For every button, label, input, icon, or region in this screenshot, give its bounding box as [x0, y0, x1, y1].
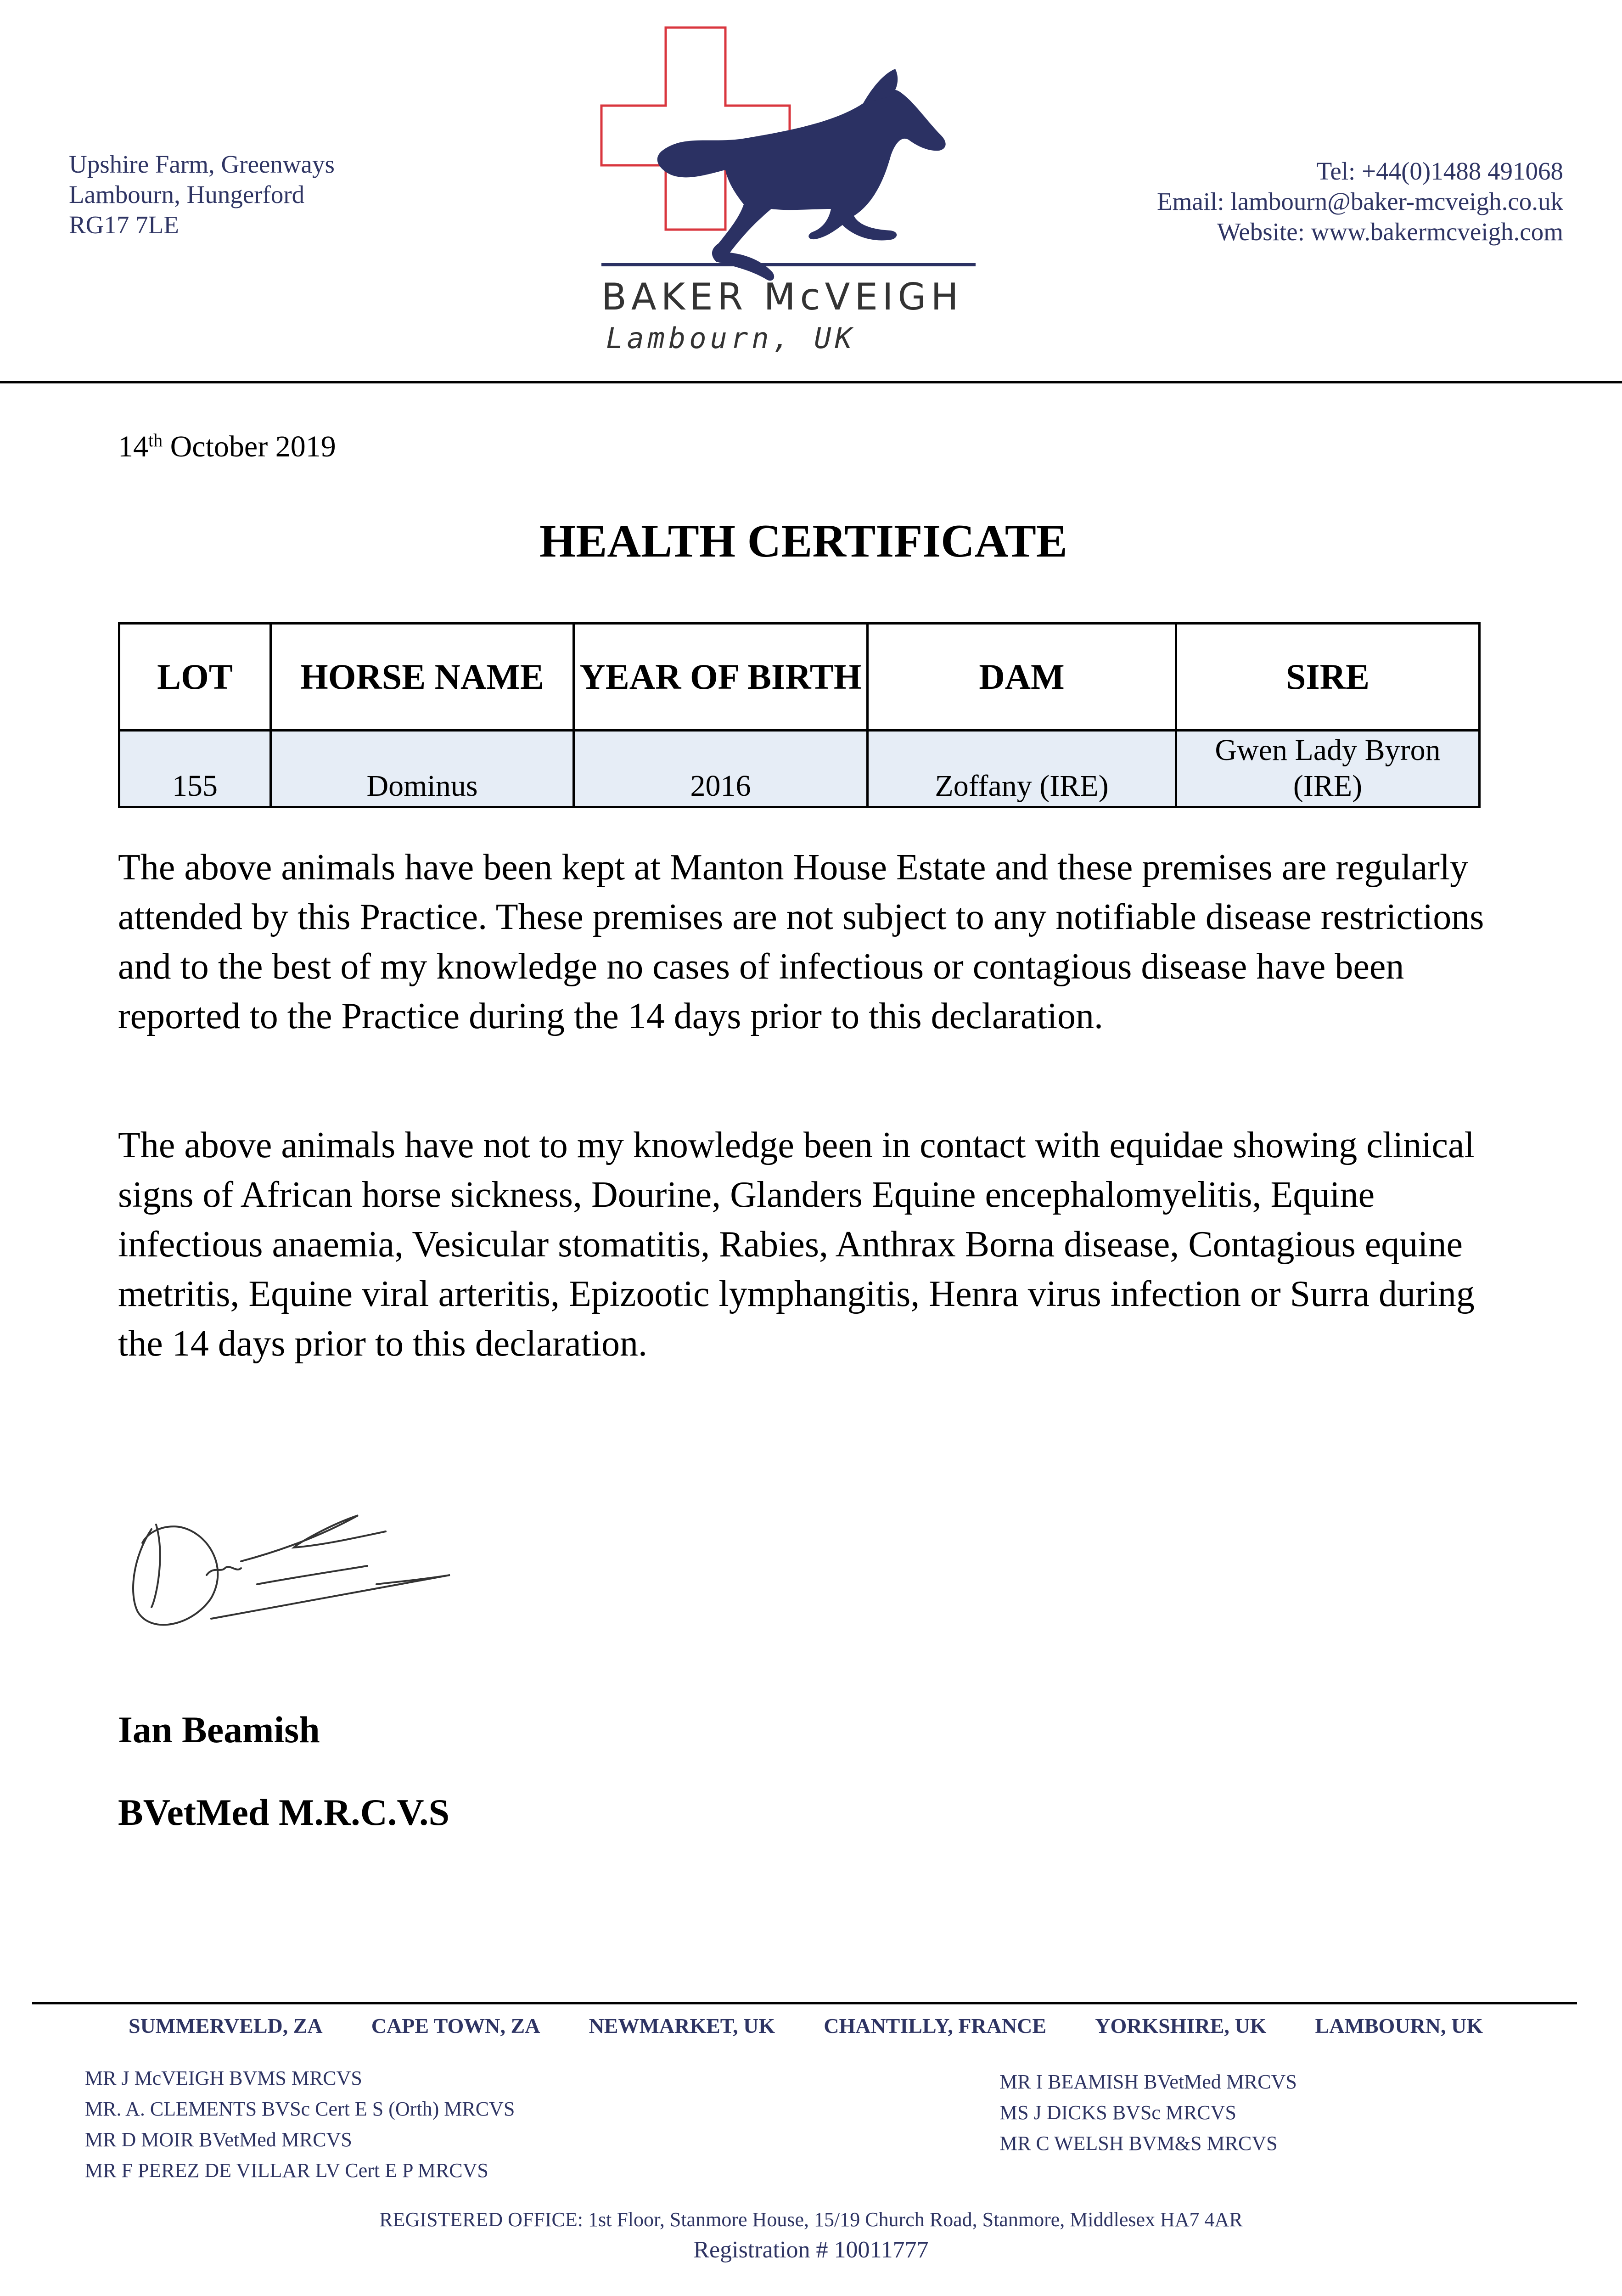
date-month-year: October 2019	[170, 430, 336, 463]
contact-email: Email: lambourn@baker-mcveigh.co.uk	[1157, 187, 1563, 215]
handwritten-signature	[101, 1488, 496, 1644]
vet-name: MR J McVEIGH BVMS MRCVS	[85, 2067, 362, 2089]
declaration-paragraph-contact: The above animals have not to my knowledge been in contact with equidae showing clinical signs of African horse sickness, Dourine, Glanders Equine encephalomyelitis, Equine infectious anaemia, Vesicular stomatitis, Rabies, Anthrax Borna disease, Contagious equine metritis, Equine viral arteritis, Epizootic lymphangitis, Henra virus infection or Surra during the 14 days prior to this declaration.	[118, 1125, 1475, 1364]
cell-lot: 155	[119, 731, 271, 807]
horse-details-table	[118, 622, 1481, 808]
address-line: Upshire Farm, Greenways	[69, 150, 335, 178]
location-item: YORKSHIRE, UK	[1095, 2014, 1267, 2037]
practice-contact	[1157, 156, 1563, 247]
cell-year-of-birth: 2016	[574, 731, 868, 807]
date-suffix: th	[148, 430, 163, 450]
veterinary-staff-left	[85, 2063, 515, 2186]
contact-website: Website: www.bakermcveigh.com	[1217, 218, 1563, 246]
column-header-year-of-birth: YEAR OF BIRTH	[574, 624, 868, 731]
address-line: RG17 7LE	[69, 211, 179, 239]
cell-horse-name: Dominus	[271, 731, 574, 807]
brand-name: BAKER McVEIGH	[601, 276, 963, 318]
vet-name: MR D MOIR BVetMed MRCVS	[85, 2128, 352, 2151]
registered-office: REGISTERED OFFICE: 1st Floor, Stanmore House, 15/19 Church Road, Stanmore, Middlesex HA7 4AR	[379, 2208, 1243, 2231]
location-item: CAPE TOWN, ZA	[371, 2014, 540, 2037]
column-header-lot: LOT	[119, 624, 271, 731]
column-header-dam: DAM	[868, 624, 1176, 731]
practice-address	[69, 149, 335, 240]
location-item: CHANTILLY, FRANCE	[824, 2014, 1047, 2037]
table-header-row	[119, 624, 1480, 731]
logo-underline	[601, 263, 976, 266]
vet-name: MS J DICKS BVSc MRCVS	[999, 2101, 1236, 2124]
veterinary-staff-right	[999, 2066, 1297, 2159]
office-locations	[129, 2014, 1483, 2038]
table-row	[119, 731, 1480, 807]
contact-phone: Tel: +44(0)1488 491068	[1316, 157, 1563, 185]
location-item: LAMBOURN, UK	[1315, 2014, 1483, 2037]
date-day: 14	[118, 430, 148, 463]
cell-dam: Zoffany (IRE)	[868, 731, 1176, 807]
address-line: Lambourn, Hungerford	[69, 180, 305, 208]
vet-name: MR I BEAMISH BVetMed MRCVS	[999, 2071, 1297, 2093]
vet-name: MR F PEREZ DE VILLAR LV Cert E P MRCVS	[85, 2159, 488, 2182]
brand-location: Lambourn, UK	[606, 321, 856, 355]
footer-divider	[32, 2002, 1577, 2004]
signatory-qualification: BVetMed M.R.C.V.S	[118, 1791, 450, 1833]
signatory-name: Ian Beamish	[118, 1709, 320, 1750]
location-item: SUMMERVELD, ZA	[129, 2014, 323, 2037]
vet-name: MR C WELSH BVM&S MRCVS	[999, 2132, 1278, 2155]
vet-name: MR. A. CLEMENTS BVSc Cert E S (Orth) MRCVS	[85, 2098, 515, 2120]
location-item: NEWMARKET, UK	[589, 2014, 775, 2037]
column-header-horse-name: HORSE NAME	[271, 624, 574, 731]
cell-sire: Gwen Lady Byron (IRE)	[1176, 731, 1480, 807]
page-title: HEALTH CERTIFICATE	[539, 515, 1067, 567]
declaration-paragraph-premises: The above animals have been kept at Manton House Estate and these premises are regularly attended by this Practice. These premises are not subject to any notifiable disease restrictions and to the best of my knowledge no cases of infectious or contagious disease have been reported to the Practice during the 14 days prior to this declaration.	[118, 847, 1484, 1036]
header-divider	[0, 381, 1622, 383]
column-header-sire: SIRE	[1176, 624, 1480, 731]
certificate-date	[118, 429, 336, 464]
registration-number: Registration # 10011777	[693, 2237, 929, 2263]
